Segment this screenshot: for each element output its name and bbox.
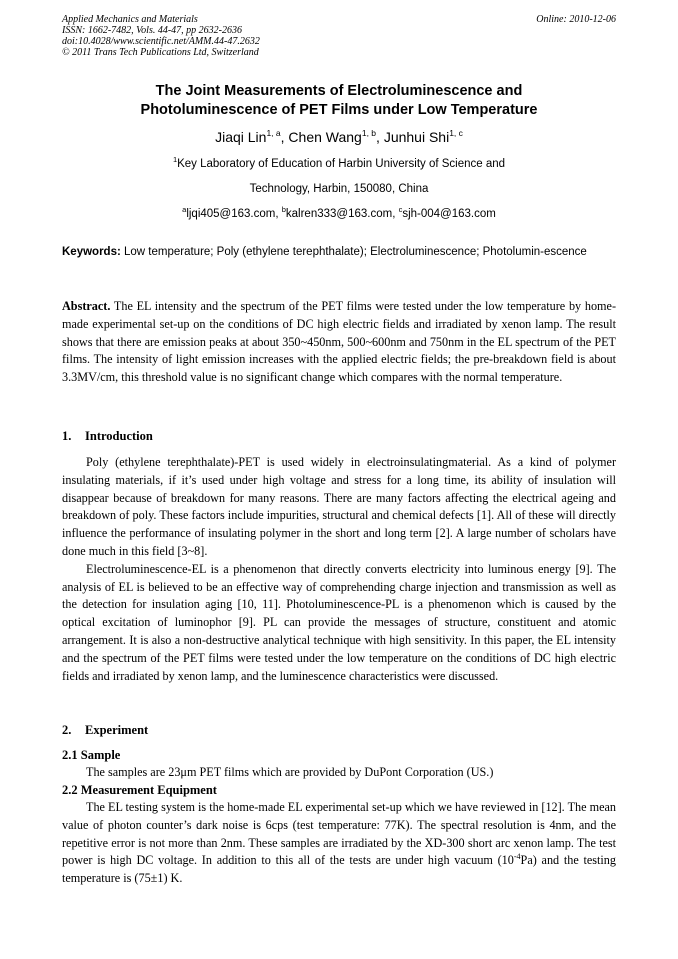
equipment-body <box>62 799 616 888</box>
affiliation-line-1 <box>62 157 616 172</box>
paper-title <box>62 82 616 120</box>
sample-body <box>62 764 616 782</box>
keywords-block <box>62 244 616 261</box>
subsection-heading-sample: 2.1 Sample <box>62 748 121 762</box>
issn-line: ISSN: 1662-7482, Vols. 44-47, pp 2632-2636 <box>62 25 242 36</box>
author-sup: 1, b <box>361 128 377 138</box>
author-sep: , <box>280 129 289 145</box>
equipment-text-b: Pa) and the testing temperature is (75±1) K. <box>62 853 616 886</box>
abstract-text: The EL intensity and the spectrum of the PET films were tested under the low temperature by home-made experimental set-up on the conditions of DC high electric fields and irradiated by xenon lamp. The result shows that there are emission peaks at about 350~450nm, 500~600nm and 750nm in the EL spectrum of the PET films. The intensity of light emission increases with the applied electric fields; the pre-breakdown field is about 3.3MV/cm, this threshold value is no significant change which compares with the normal temperature. <box>62 299 616 385</box>
email-list <box>62 207 616 222</box>
author-sup: 1, c <box>449 128 463 138</box>
affiliation-line-2: Technology, Harbin, 150080, China <box>249 183 429 195</box>
email-sup: c <box>398 205 403 214</box>
section-number: 1. <box>62 429 72 443</box>
email-address[interactable]: ljqi405@163.com <box>186 208 276 220</box>
author-sep: , <box>376 129 384 145</box>
affiliation-text-1: Key Laboratory of Education of Harbin University of Science and <box>177 158 506 170</box>
publication-header <box>62 14 616 58</box>
section-number: 2. <box>62 723 72 737</box>
section-heading-experiment <box>62 722 148 739</box>
author-sup: 1, a <box>266 128 281 138</box>
author-list <box>62 128 616 146</box>
pressure-exponent: -4 <box>513 852 521 862</box>
keywords-label: Keywords: <box>62 246 121 258</box>
email-sup: b <box>281 205 286 214</box>
online-date: Online: 2010-12-06 <box>536 14 616 25</box>
paragraph: Electroluminescence-EL is a phenomenon that directly converts electricity into luminous energy [9]. The analysis of EL is believed to be an effective way of comprehending charge injection and transmission as well as the detection for insulation aging [10, 11]. Photoluminescence-PL is a phenomenon which is caused by the optical excitation of luminophor [9]. PL can provide the messages of structure, constituent and atomic arrangement. It is also a non-destructive analytical technique with high sensitivity. In this paper, the EL intensity and the spectrum of the PET films were tested under the low temperature on the conditions of DC high electric fields and irradiated by xenon lamp, and the luminescence characteristics were discussed. <box>62 561 616 683</box>
section-title: Introduction <box>85 429 153 443</box>
paragraph: Poly (ethylene terephthalate)-PET is used widely in electroinsulatingmaterial. As a kind of polymer insulating materials, if it’s used under high voltage and stress for a long time, its ability of insulation will disappear because of breakdown for many reasons. There are many factors affecting the electrical ageing and breakdown of poly. These factors include impurities, structural and chemical defects [1]. All of these will directly influence the performance of insulating polymer in the short and long term [2]. A large number of scholars have done much in this field [3~8]. <box>62 455 616 558</box>
abstract-block <box>62 298 616 387</box>
abstract-label: Abstract. <box>62 299 111 313</box>
doi-line: doi:10.4028/www.scientific.net/AMM.44-47.2632 <box>62 36 260 47</box>
email-sep: , <box>392 208 399 220</box>
email-sep: , <box>275 208 282 220</box>
author-name: Junhui Shi <box>383 129 450 145</box>
introduction-body <box>62 454 616 685</box>
keywords-text: Low temperature; Poly (ethylene terephthalate); Electroluminescence; Photolumin-escence <box>124 246 587 258</box>
email-sup: a <box>182 205 187 214</box>
affiliation-sup: 1 <box>172 155 178 164</box>
section-heading-introduction <box>62 428 153 445</box>
equipment-text-a: The EL testing system is the home-made EL experimental set-up which we have reviewed in [12]. The mean value of photon counter’s dark noise is 6cps (test temperature: 77K). The spectral resolution is 4nm, and the repetitive error is not more than 2nm. These samples are irradiated by the XD-300 short arc xenon lamp. The test power is high DC voltage. In addition to this all of the tests are under high vacuum (10 <box>62 800 616 868</box>
email-address[interactable]: sjh-004@163.com <box>402 208 496 220</box>
journal-name: Applied Mechanics and Materials <box>62 14 198 25</box>
author-name: Jiaqi Lin <box>215 129 267 145</box>
copyright-line: © 2011 Trans Tech Publications Ltd, Switzerland <box>62 47 259 58</box>
title-line-2: Photoluminescence of PET Films under Low Temperature <box>140 102 538 118</box>
paragraph <box>62 799 616 888</box>
paragraph: The samples are 23μm PET films which are provided by DuPont Corporation (US.) <box>86 765 494 779</box>
section-title: Experiment <box>85 723 149 737</box>
author-name: Chen Wang <box>288 129 362 145</box>
subsection-heading-equipment: 2.2 Measurement Equipment <box>62 783 217 797</box>
email-address[interactable]: kalren333@163.com <box>285 208 393 220</box>
title-line-1: The Joint Measurements of Electroluminescence and <box>155 83 523 99</box>
